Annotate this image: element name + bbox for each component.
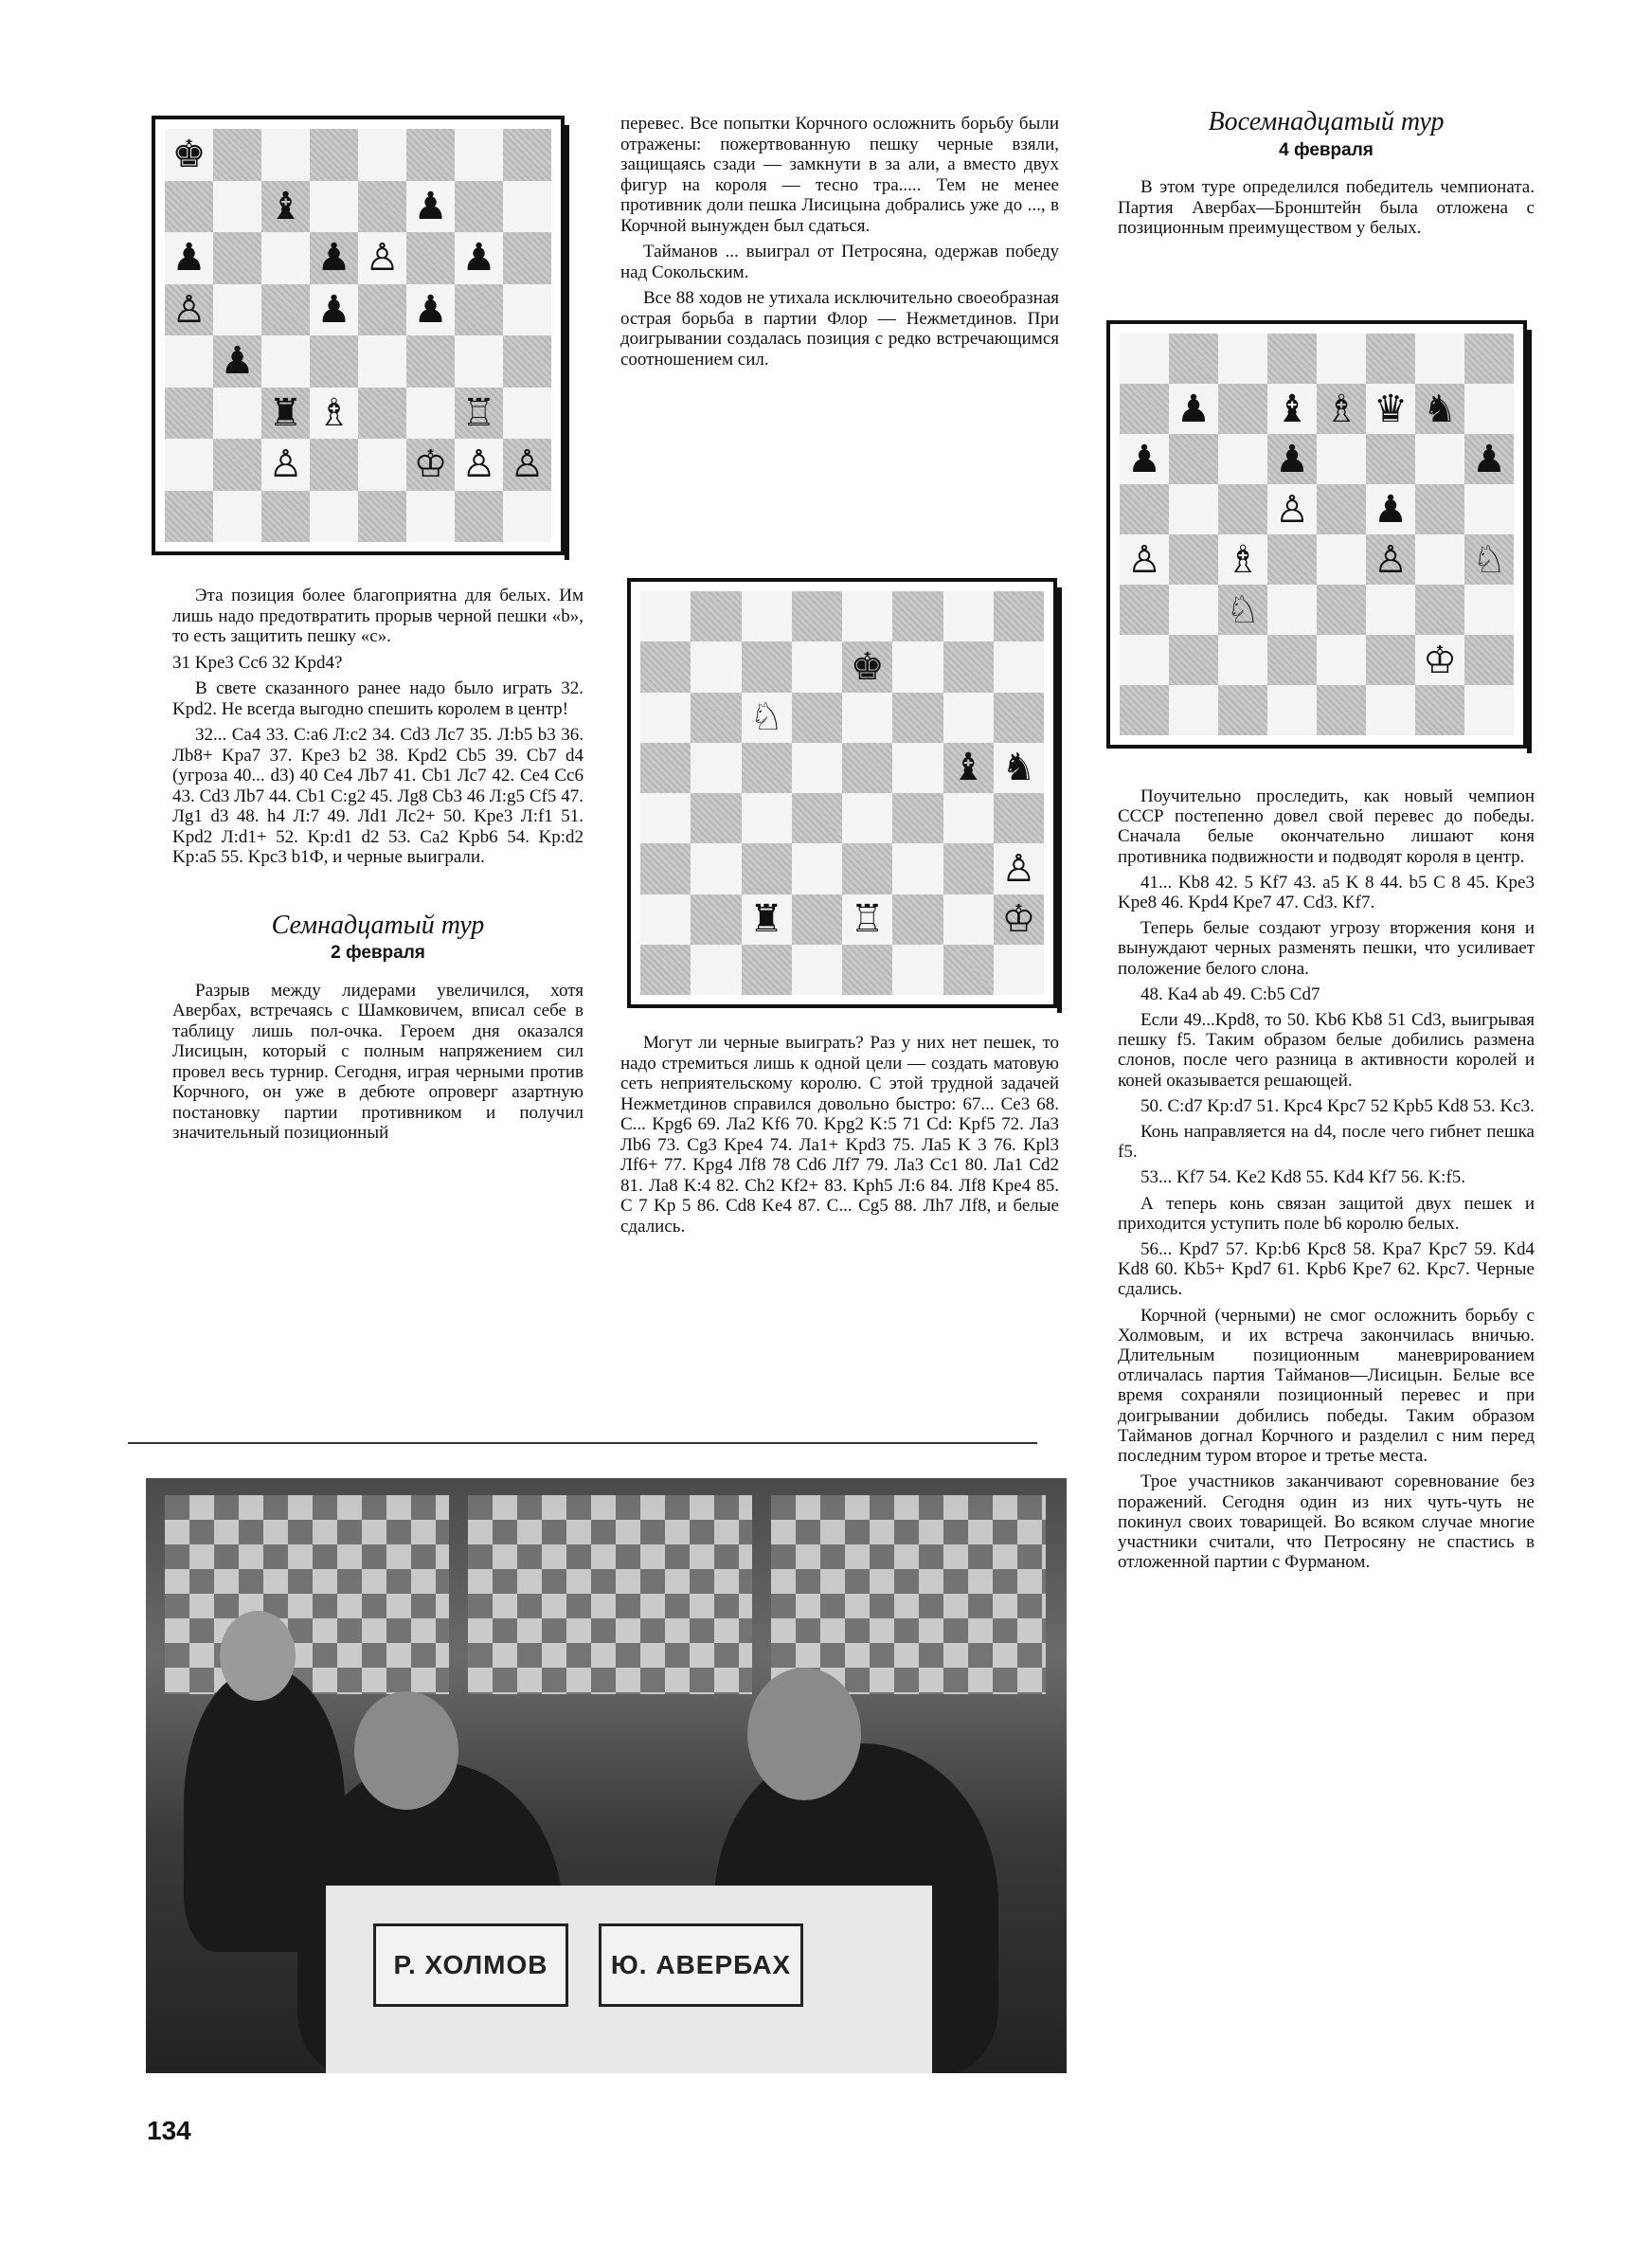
chess-piece-icon: ♙	[1374, 537, 1408, 582]
board-square	[1218, 384, 1267, 434]
board-square	[1366, 635, 1415, 685]
moves-paragraph: 41... Kb8 42. 5 Kf7 43. a5 K 8 44. b5 C 8 45. Kpe3 Kpe8 46. Kpd4 Kpe7 47. Cd3. Kf7.	[1118, 872, 1535, 913]
board-square	[1120, 635, 1169, 685]
chess-piece-icon: ♟	[413, 184, 448, 228]
board-square	[842, 641, 892, 692]
board-square	[261, 232, 310, 284]
board-square	[1169, 434, 1218, 484]
board-square	[1218, 585, 1267, 635]
chess-piece-icon: ♙	[1001, 846, 1036, 891]
board-square	[1415, 685, 1464, 735]
board-square	[1317, 585, 1366, 635]
chess-piece-icon: ♗	[316, 390, 351, 435]
board-square	[892, 591, 943, 641]
board-square	[1218, 434, 1267, 484]
column-right	[1118, 107, 1535, 244]
board-square	[261, 129, 310, 181]
board-square	[742, 843, 792, 894]
chess-piece-icon: ♞	[1423, 387, 1457, 431]
board-square	[1169, 685, 1218, 735]
section-date: 2 февраля	[331, 943, 425, 963]
section-heading-17: Семнадцатый тур	[271, 910, 485, 940]
board-square	[261, 181, 310, 233]
board-square	[406, 232, 455, 284]
paragraph: Тайманов ... выиграл от Петросяна, одержав победу над Сокольским.	[620, 242, 1059, 282]
board-square	[742, 894, 792, 945]
board-square	[310, 284, 358, 336]
board-square	[792, 641, 842, 692]
board-square	[1317, 685, 1366, 735]
board-square	[792, 743, 842, 793]
board-square	[691, 843, 741, 894]
board-square	[261, 491, 310, 543]
board-square	[406, 335, 455, 388]
board-square	[406, 129, 455, 181]
board-square	[358, 232, 406, 284]
board-square	[1267, 685, 1317, 735]
board-square	[503, 439, 551, 491]
paragraph: Все 88 ходов не утихала исключительно своеобразная острая борьба в партии Флор — Нежметдинов. При доигрывании создалась позиция с редко встречающимся соотношением сил.	[620, 288, 1059, 370]
wall-demo-board-left	[165, 1495, 449, 1694]
board-square	[1464, 334, 1514, 384]
moves-paragraph: 53... Kf7 54. Ke2 Kd8 55. Kd4 Kf7 56. K:f5.	[1140, 1167, 1466, 1188]
board-square	[1169, 384, 1218, 434]
chess-diagram-3	[1106, 320, 1527, 749]
chess-piece-icon: ♟	[413, 287, 448, 332]
chess-piece-icon: ♝	[268, 184, 303, 228]
board-square	[742, 945, 792, 995]
board-square	[455, 439, 503, 491]
board-square	[892, 894, 943, 945]
board-square	[503, 284, 551, 336]
board-square	[1169, 585, 1218, 635]
page-number: 134	[147, 2116, 191, 2145]
board-square	[1415, 434, 1464, 484]
chess-piece-icon: ♙	[510, 442, 545, 487]
wall-demo-board-right	[771, 1495, 1046, 1694]
chess-piece-icon: ♜	[749, 897, 784, 942]
board-square	[503, 129, 551, 181]
chess-piece-icon: ♟	[1127, 437, 1161, 481]
board-square	[742, 793, 792, 843]
board-square	[1218, 635, 1267, 685]
tournament-photo	[146, 1478, 1067, 2073]
chess-piece-icon: ♝	[1275, 387, 1309, 431]
paragraph: Разрыв между лидерами увеличился, хотя Авербах, встречаясь с Шамковичем, вписал себе в таблицу лишь пол-очка. Героем дня оказался Лисицын, который с полным напряжением сил провел весь турнир. Сегодня, играя черными против Корчного, он уже в дебюте опроверг азартную постановку партии противником и получил значительный позиционный	[172, 980, 584, 1143]
board-square	[310, 439, 358, 491]
board-square	[1415, 635, 1464, 685]
chess-piece-icon: ♖	[850, 897, 885, 942]
board-square	[842, 693, 892, 743]
paragraph: Трое участников заканчивают соревнование без поражений. Сегодня один из них чуть-чуть не покинул своих товарищей. Во всяком случае многие участники считали, что Петросяну не спастись в отложенной партии с Фурманом.	[1118, 1472, 1535, 1573]
chess-piece-icon: ♟	[316, 236, 351, 280]
board-square	[1415, 334, 1464, 384]
board-square	[213, 439, 261, 491]
chess-piece-icon: ♙	[171, 287, 206, 332]
board-square	[1169, 484, 1218, 534]
board-square	[261, 335, 310, 388]
section-heading-18: Восемнадцатый тур	[1208, 107, 1445, 136]
chess-piece-icon: ♚	[171, 133, 206, 177]
board-square	[1317, 635, 1366, 685]
chess-piece-icon: ♗	[1226, 537, 1260, 582]
board-square	[406, 388, 455, 440]
paragraph: В свете сказанного ранее надо было играть 32. Kpd2. Не всегда выгодно спешить королем в центр!	[172, 678, 584, 719]
chess-piece-icon: ♛	[1374, 387, 1408, 431]
board-square	[1218, 534, 1267, 585]
board-square	[892, 693, 943, 743]
paragraph: Теперь белые создают угрозу вторжения коня и вынуждают черных разменять пешки, что усиливает положение белого слона.	[1118, 918, 1535, 979]
chess-board	[1120, 334, 1514, 735]
chess-piece-icon: ♘	[1226, 587, 1260, 632]
board-square	[1169, 534, 1218, 585]
board-square	[640, 743, 691, 793]
board-square	[165, 232, 213, 284]
board-square	[1317, 334, 1366, 384]
moves-paragraph: 32... Ca4 33. C:a6 Л:c2 34. Cd3 Лc7 35. Л:b5 b3 36. Лb8+ Kpa7 37. Kpe3 b2 38. Kpd2 Cb5 39. Cb7 d4 (угроза 40... d3) 40 Ce4 Лb7 41. Cb1 Лc7 42. Ce4 Cc6 43. Cd3 Лb7 44. Cb1 C:g2 45. Лg8 Cb3 46 Л:g5 Cf5 47. Лg1 d3 48. h4 Л:7 49. Лd1 Лc2+ 50. Kpe3 Л:f1 51. Kpd2 Л:d1+ 52. Kp:d1 d2 53. Ca2 Kpb6 54. Kp:d2 Kp:a5 55. Kpc3 b1Ф, и черные выиграли.	[172, 725, 584, 867]
paragraph: А теперь конь связан защитой двух пешек и приходится уступить поле b6 королю белых.	[1118, 1193, 1535, 1234]
board-square	[792, 843, 842, 894]
board-square	[994, 743, 1044, 793]
chess-piece-icon: ♘	[749, 695, 784, 740]
board-square	[1366, 685, 1415, 735]
chess-piece-icon: ♖	[461, 390, 496, 435]
board-square	[892, 843, 943, 894]
board-square	[742, 693, 792, 743]
moves-paragraph: 56... Kpd7 57. Kp:b6 Kpc8 58. Kpa7 Kpc7 59. Kd4 Kd8 60. Kb5+ Kpd7 61. Kpb6 Kpe7 62. Kpc7. Черные сдались.	[1118, 1239, 1535, 1300]
board-square	[455, 388, 503, 440]
board-square	[1415, 534, 1464, 585]
board-square	[1464, 434, 1514, 484]
board-square	[792, 894, 842, 945]
board-square	[310, 232, 358, 284]
board-square	[358, 439, 406, 491]
board-square	[1267, 384, 1317, 434]
paragraph: Эта позиция более благоприятна для белых. Им лишь надо предотвратить прорыв черной пешки «b», то есть защитить пешку «с».	[172, 586, 584, 646]
nameplate-right: Ю. АВЕРБАХ	[599, 1923, 803, 2007]
board-square	[640, 945, 691, 995]
board-square	[165, 491, 213, 543]
moves-paragraph: 48. Ka4 ab 49. C:b5 Cd7	[1140, 984, 1320, 1004]
chess-piece-icon: ♟	[1275, 437, 1309, 481]
board-square	[742, 743, 792, 793]
board-square	[213, 335, 261, 388]
board-square	[1169, 334, 1218, 384]
board-square	[455, 491, 503, 543]
chess-piece-icon: ♟	[171, 236, 206, 280]
paragraph: В этом туре определился победитель чемпионата. Партия Авербах—Бронштейн была отложена с позиционным преимуществом у белых.	[1118, 177, 1535, 238]
chess-diagram-2	[627, 578, 1057, 1008]
board-square	[1464, 484, 1514, 534]
chess-piece-icon: ♔	[1423, 638, 1457, 682]
moves-paragraph: Могут ли черные выиграть? Раз у них нет пешек, то надо стремиться лишь к одной цели — создать матовую сеть неприятельскому королю. С этой трудной задачей Нежметдинов справился довольно быстро: 67... Ce3 68. C... Kpg6 69. Ла2 Kf6 70. Kpg2 K:5 71 Cd: Kpf5 72. Ла3 Лb6 73. Cg3 Kpe4 74. Ла1+ Kpd3 75. Ла5 K 3 76. Kpl3 Лf6+ 77. Kpg4 Лf8 78 Cd6 Лf7 79. Ла3 Cc1 80. Ла1 Cd2 81. Ла8 K:4 82. Ch2 Kf2+ 83. Kph5 Л:6 84. Лf8 Kpe4 85. C 7 Kp 5 86. Cd8 Ke4 87. C... Cg5 88. Лh7 Лf8, и белые сдались.	[620, 1033, 1059, 1237]
board-square	[742, 641, 792, 692]
chess-piece-icon: ♚	[850, 644, 885, 689]
board-square	[503, 181, 551, 233]
board-square	[310, 129, 358, 181]
board-square	[1317, 534, 1366, 585]
board-square	[1169, 635, 1218, 685]
moves-paragraph: 50. C:d7 Kp:d7 51. Kpc4 Kpc7 52 Kpb5 Kd8 53. Kc3.	[1140, 1095, 1535, 1116]
move-line: 31 Kpe3 Cc6 32 Kpd4?	[172, 652, 343, 673]
board-square	[310, 388, 358, 440]
board-square	[1464, 635, 1514, 685]
board-square	[1120, 585, 1169, 635]
board-square	[994, 641, 1044, 692]
board-square	[994, 693, 1044, 743]
board-square	[1366, 334, 1415, 384]
board-square	[1120, 434, 1169, 484]
board-square	[691, 693, 741, 743]
board-square	[358, 335, 406, 388]
spectator-head	[220, 1611, 296, 1701]
board-square	[503, 335, 551, 388]
board-square	[1415, 585, 1464, 635]
board-square	[1464, 534, 1514, 585]
board-square	[792, 693, 842, 743]
board-square	[1267, 534, 1317, 585]
board-square	[1218, 334, 1267, 384]
board-square	[691, 641, 741, 692]
board-square	[1120, 685, 1169, 735]
board-square	[1267, 434, 1317, 484]
board-square	[792, 591, 842, 641]
column-right-lower	[1118, 786, 1535, 1578]
chess-piece-icon: ♙	[1275, 487, 1309, 532]
board-square	[1415, 484, 1464, 534]
board-square	[455, 284, 503, 336]
board-square	[165, 181, 213, 233]
nameplate-left: Р. ХОЛМОВ	[373, 1923, 568, 2007]
board-square	[310, 335, 358, 388]
section-date: 4 февраля	[1279, 139, 1374, 160]
board-square	[165, 284, 213, 336]
chess-piece-icon: ♞	[1001, 746, 1036, 790]
board-square	[261, 284, 310, 336]
chess-piece-icon: ♟	[220, 339, 255, 384]
chess-piece-icon: ♜	[268, 390, 303, 435]
board-square	[792, 793, 842, 843]
board-square	[213, 181, 261, 233]
board-square	[261, 439, 310, 491]
board-square	[406, 284, 455, 336]
board-square	[943, 894, 994, 945]
board-square	[503, 388, 551, 440]
board-square	[892, 945, 943, 995]
board-square	[842, 843, 892, 894]
board-square	[640, 693, 691, 743]
board-square	[842, 743, 892, 793]
player-left-head	[354, 1691, 458, 1810]
board-square	[691, 894, 741, 945]
board-square	[503, 232, 551, 284]
board-square	[1464, 585, 1514, 635]
board-square	[640, 894, 691, 945]
board-square	[994, 945, 1044, 995]
board-square	[943, 743, 994, 793]
chess-piece-icon: ♟	[316, 287, 351, 332]
board-square	[310, 491, 358, 543]
board-square	[165, 129, 213, 181]
board-square	[1267, 484, 1317, 534]
divider	[128, 1442, 1037, 1444]
board-square	[943, 793, 994, 843]
board-square	[1464, 685, 1514, 735]
chess-board	[165, 129, 551, 542]
board-square	[358, 388, 406, 440]
paragraph: Корчной (черными) не смог осложнить борьбу с Холмовым, и их встреча закончилась вничью. Длительным позиционным маневрированием отличалась партия Тайманов—Лисицын. Белые все время сохраняли позиционный перевес и при доигрывании добились победы. Таким образом Тайманов догнал Корчного и разделил с ним перед последним туром второе и третье места.	[1118, 1305, 1535, 1467]
board-square	[842, 793, 892, 843]
board-square	[691, 591, 741, 641]
board-square	[455, 181, 503, 233]
chess-board	[640, 591, 1044, 995]
board-square	[640, 641, 691, 692]
board-square	[1120, 334, 1169, 384]
board-square	[1464, 384, 1514, 434]
board-square	[261, 388, 310, 440]
board-square	[406, 181, 455, 233]
board-square	[165, 388, 213, 440]
board-square	[1120, 534, 1169, 585]
board-square	[640, 591, 691, 641]
board-square	[1267, 635, 1317, 685]
paragraph: перевес. Все попытки Корчного осложнить борьбу были отражены: пожертвованную пешку черные взяли, защищаясь сзади — замкнути в за али, а вместо двух фигур на короля — тесно тра..... Тем не менее противник доли пешка Лисицына добрались уже до ..., в Корчной вынужден был сдаться.	[620, 114, 1059, 236]
chess-piece-icon: ♟	[461, 236, 496, 280]
board-square	[406, 491, 455, 543]
player-right-head	[747, 1668, 861, 1800]
board-square	[1317, 434, 1366, 484]
chess-piece-icon: ♘	[1472, 537, 1506, 582]
board-square	[892, 793, 943, 843]
board-square	[406, 439, 455, 491]
board-square	[213, 491, 261, 543]
board-square	[213, 232, 261, 284]
board-square	[358, 181, 406, 233]
board-square	[1366, 534, 1415, 585]
board-square	[1366, 585, 1415, 635]
board-square	[165, 335, 213, 388]
board-square	[358, 284, 406, 336]
board-square	[994, 894, 1044, 945]
board-square	[310, 181, 358, 233]
board-square	[994, 843, 1044, 894]
board-square	[455, 129, 503, 181]
board-square	[503, 491, 551, 543]
board-square	[1267, 585, 1317, 635]
board-square	[842, 591, 892, 641]
board-square	[1366, 434, 1415, 484]
chess-piece-icon: ♝	[951, 746, 986, 790]
wall-demo-board-center	[468, 1495, 752, 1694]
chess-piece-icon: ♙	[268, 442, 303, 487]
board-square	[1120, 384, 1169, 434]
board-square	[892, 641, 943, 692]
chess-piece-icon: ♟	[1176, 387, 1211, 431]
board-square	[455, 335, 503, 388]
board-square	[943, 591, 994, 641]
column-middle	[620, 114, 1059, 375]
chess-piece-icon: ♙	[1127, 537, 1161, 582]
board-square	[943, 641, 994, 692]
board-square	[1317, 484, 1366, 534]
board-square	[213, 129, 261, 181]
board-square	[1415, 384, 1464, 434]
chess-piece-icon: ♔	[1001, 897, 1036, 942]
board-square	[640, 843, 691, 894]
board-square	[1218, 484, 1267, 534]
board-square	[842, 945, 892, 995]
board-square	[1366, 484, 1415, 534]
board-square	[691, 793, 741, 843]
board-square	[358, 491, 406, 543]
board-square	[943, 945, 994, 995]
board-square	[842, 894, 892, 945]
chess-piece-icon: ♔	[413, 442, 448, 487]
board-square	[691, 945, 741, 995]
board-square	[691, 743, 741, 793]
board-square	[455, 232, 503, 284]
board-square	[1366, 384, 1415, 434]
board-square	[1317, 384, 1366, 434]
column-left	[172, 586, 584, 1149]
paragraph: Конь направляется на d4, после чего гибнет пешка f5.	[1118, 1122, 1535, 1163]
board-square	[213, 284, 261, 336]
board-square	[994, 793, 1044, 843]
chess-piece-icon: ♙	[365, 236, 400, 280]
board-square	[742, 591, 792, 641]
board-square	[892, 743, 943, 793]
chess-piece-icon: ♗	[1324, 387, 1358, 431]
board-square	[1267, 334, 1317, 384]
chess-piece-icon: ♟	[1472, 437, 1506, 481]
paragraph: Если 49...Kpd8, то 50. Kb6 Kb8 51 Cd3, выигрывая пешку f5. Таким образом белые добились размена слонов, после чего разница в активности королей и коней оказывается решающей.	[1118, 1010, 1535, 1091]
board-square	[213, 388, 261, 440]
board-square	[943, 843, 994, 894]
paragraph: Поучительно проследить, как новый чемпион СССР постепенно довел свой перевес до победы. Сначала белые окончательно лишают коня противника подвижности и подводят короля в центр.	[1118, 786, 1535, 867]
board-square	[1120, 484, 1169, 534]
board-square	[994, 591, 1044, 641]
board-square	[943, 693, 994, 743]
chess-piece-icon: ♙	[461, 442, 496, 487]
board-square	[1218, 685, 1267, 735]
column-middle-lower	[620, 1033, 1059, 1242]
board-square	[358, 129, 406, 181]
board-square	[165, 439, 213, 491]
board-square	[792, 945, 842, 995]
board-square	[640, 793, 691, 843]
chess-diagram-1	[152, 116, 565, 555]
chess-piece-icon: ♟	[1374, 487, 1408, 532]
